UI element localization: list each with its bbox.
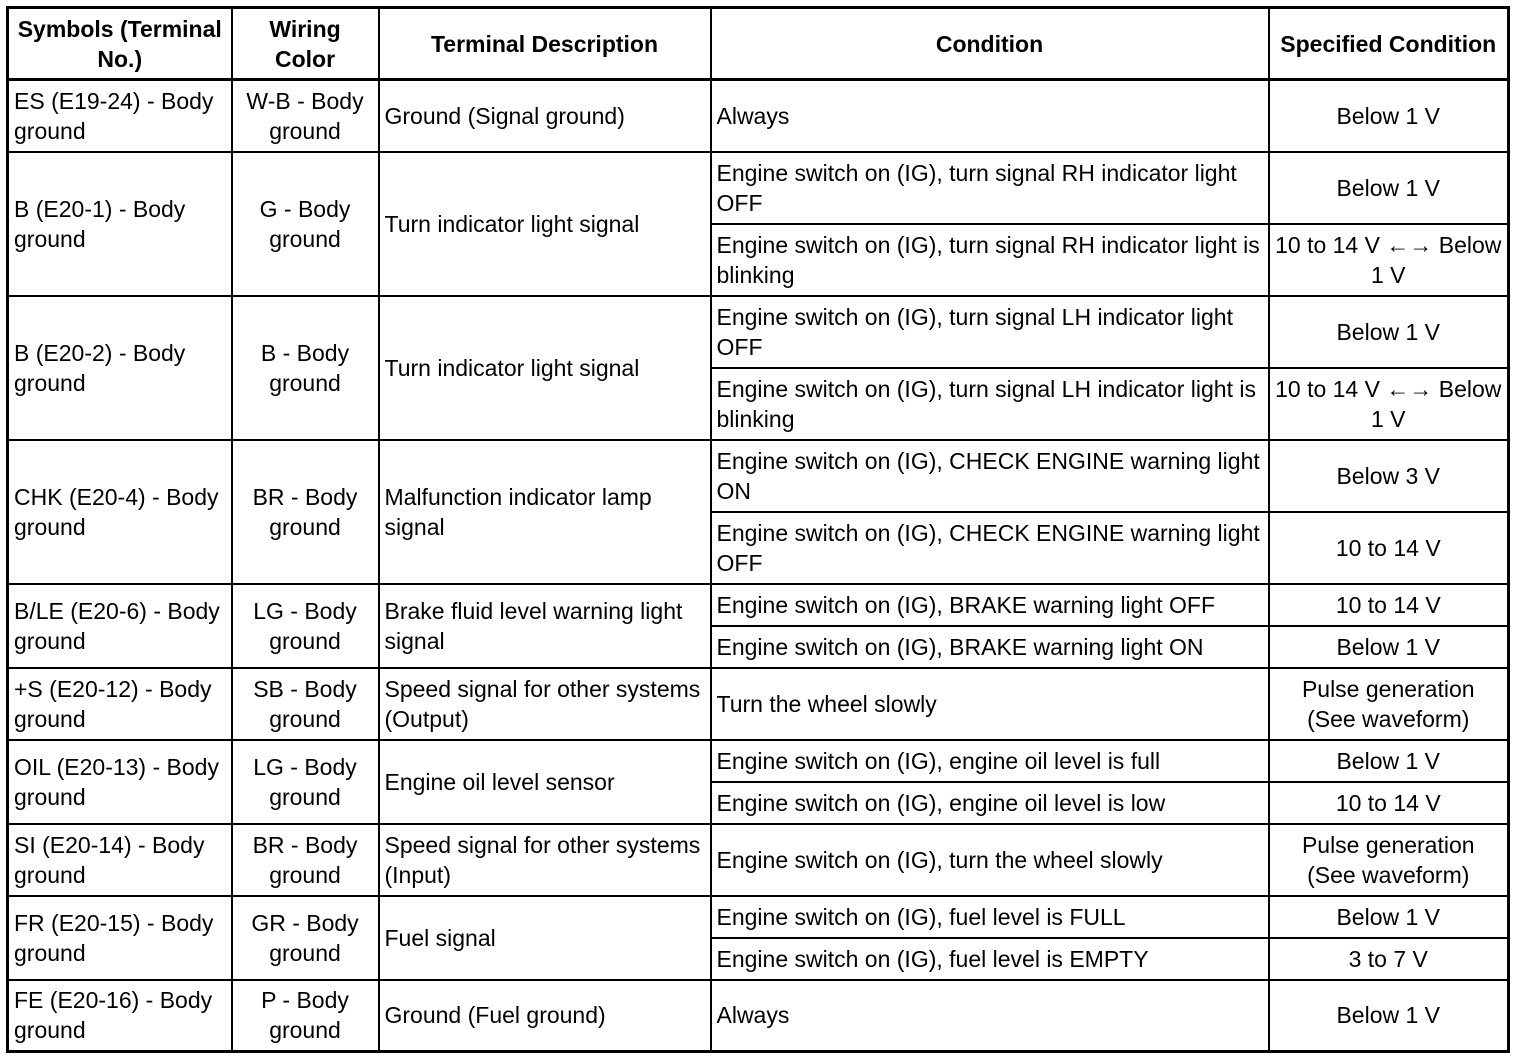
description-cell: Ground (Signal ground) [379, 80, 711, 152]
header-row [8, 8, 1509, 80]
condition-cell: Engine switch on (IG), turn the wheel slowly [711, 824, 1269, 896]
description-cell: Brake fluid level warning light signal [379, 584, 711, 668]
description-cell: Ground (Fuel ground) [379, 980, 711, 1052]
symbol-cell: +S (E20-12) - Body ground [8, 668, 232, 740]
condition-cell: Engine switch on (IG), BRAKE warning light ON [711, 626, 1269, 668]
description-cell: Malfunction indicator lamp signal [379, 440, 711, 584]
spec-cell: 10 to 14 V [1269, 584, 1509, 626]
spec-cell: Pulse generation (See waveform) [1269, 668, 1509, 740]
spec-cell: Below 1 V [1269, 626, 1509, 668]
symbol-cell: FR (E20-15) - Body ground [8, 896, 232, 980]
table-row [8, 896, 1509, 938]
symbol-cell: CHK (E20-4) - Body ground [8, 440, 232, 584]
condition-cell: Engine switch on (IG), CHECK ENGINE warning light OFF [711, 512, 1269, 584]
spec-cell: Below 1 V [1269, 152, 1509, 224]
wiring-color-cell: BR - Body ground [232, 824, 379, 896]
wiring-color-cell: BR - Body ground [232, 440, 379, 584]
condition-cell: Engine switch on (IG), turn signal RH indicator light OFF [711, 152, 1269, 224]
condition-cell: Turn the wheel slowly [711, 668, 1269, 740]
wiring-color-cell: LG - Body ground [232, 584, 379, 668]
wiring-color-cell: GR - Body ground [232, 896, 379, 980]
spec-cell: 10 to 14 V [1269, 782, 1509, 824]
wiring-color-cell: W-B - Body ground [232, 80, 379, 152]
spec-cell: 3 to 7 V [1269, 938, 1509, 980]
wiring-color-cell: SB - Body ground [232, 668, 379, 740]
spec-cell: Pulse generation (See waveform) [1269, 824, 1509, 896]
symbol-cell: ES (E19-24) - Body ground [8, 80, 232, 152]
condition-cell: Engine switch on (IG), BRAKE warning light OFF [711, 584, 1269, 626]
condition-cell: Engine switch on (IG), CHECK ENGINE warning light ON [711, 440, 1269, 512]
description-cell: Turn indicator light signal [379, 296, 711, 440]
description-cell: Engine oil level sensor [379, 740, 711, 824]
terminal-table-wrapper [6, 6, 1507, 1053]
spec-cell: 10 to 14 V ←→ Below 1 V [1269, 224, 1509, 296]
header-terminal-description: Terminal Description [379, 8, 711, 80]
description-cell: Fuel signal [379, 896, 711, 980]
table-row [8, 668, 1509, 740]
spec-cell: Below 1 V [1269, 80, 1509, 152]
symbol-cell: FE (E20-16) - Body ground [8, 980, 232, 1052]
header-specified-condition: Specified Condition [1269, 8, 1509, 80]
spec-cell: Below 1 V [1269, 980, 1509, 1052]
wiring-color-cell: LG - Body ground [232, 740, 379, 824]
description-cell: Speed signal for other systems (Input) [379, 824, 711, 896]
table-row [8, 980, 1509, 1052]
condition-cell: Engine switch on (IG), turn signal RH indicator light is blinking [711, 224, 1269, 296]
header-symbols: Symbols (Terminal No.) [8, 8, 232, 80]
spec-cell: Below 3 V [1269, 440, 1509, 512]
spec-cell: Below 1 V [1269, 296, 1509, 368]
condition-cell: Always [711, 980, 1269, 1052]
symbol-cell: B (E20-2) - Body ground [8, 296, 232, 440]
table-row [8, 80, 1509, 152]
symbol-cell: SI (E20-14) - Body ground [8, 824, 232, 896]
table-row [8, 824, 1509, 896]
spec-cell: Below 1 V [1269, 740, 1509, 782]
symbol-cell: B/LE (E20-6) - Body ground [8, 584, 232, 668]
wiring-color-cell: P - Body ground [232, 980, 379, 1052]
condition-cell: Engine switch on (IG), fuel level is EMPTY [711, 938, 1269, 980]
table-row [8, 152, 1509, 224]
condition-cell: Engine switch on (IG), engine oil level is full [711, 740, 1269, 782]
condition-cell: Engine switch on (IG), engine oil level is low [711, 782, 1269, 824]
condition-cell: Engine switch on (IG), turn signal LH indicator light OFF [711, 296, 1269, 368]
table-row [8, 584, 1509, 626]
spec-cell: 10 to 14 V [1269, 512, 1509, 584]
table-row [8, 296, 1509, 368]
table-row [8, 440, 1509, 512]
condition-cell: Always [711, 80, 1269, 152]
symbol-cell: OIL (E20-13) - Body ground [8, 740, 232, 824]
description-cell: Turn indicator light signal [379, 152, 711, 296]
wiring-color-cell: B - Body ground [232, 296, 379, 440]
header-condition: Condition [711, 8, 1269, 80]
condition-cell: Engine switch on (IG), turn signal LH indicator light is blinking [711, 368, 1269, 440]
header-wiring-color: Wiring Color [232, 8, 379, 80]
spec-cell: 10 to 14 V ←→ Below 1 V [1269, 368, 1509, 440]
description-cell: Speed signal for other systems (Output) [379, 668, 711, 740]
spec-cell: Below 1 V [1269, 896, 1509, 938]
table-row [8, 740, 1509, 782]
wiring-color-cell: G - Body ground [232, 152, 379, 296]
condition-cell: Engine switch on (IG), fuel level is FULL [711, 896, 1269, 938]
terminal-inspection-table [6, 6, 1510, 1053]
symbol-cell: B (E20-1) - Body ground [8, 152, 232, 296]
